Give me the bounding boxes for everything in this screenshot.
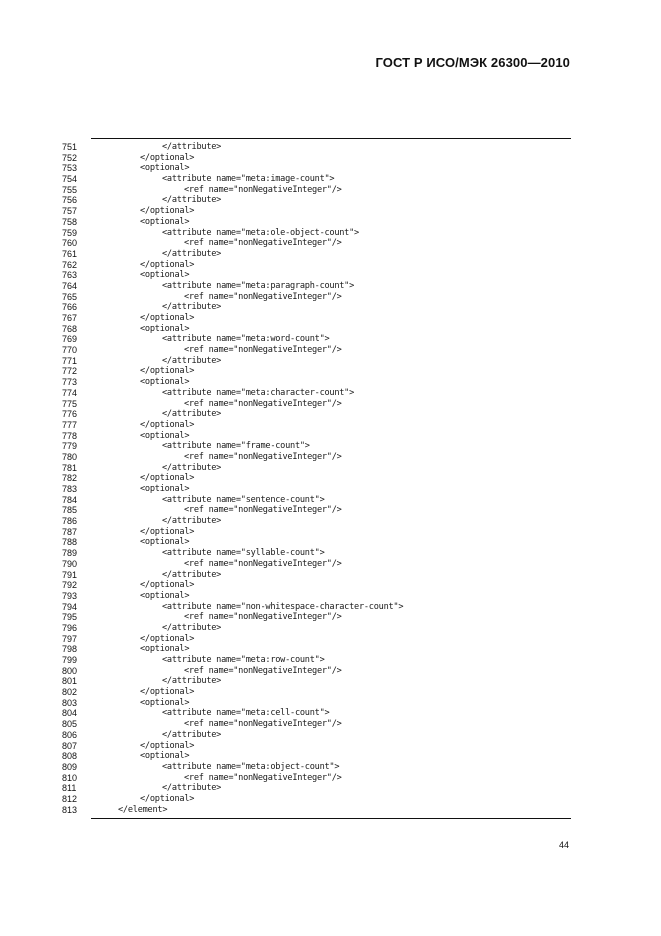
line-number: 758 (62, 216, 78, 227)
code-text: </optional> (140, 473, 195, 484)
line-number: 787 (62, 526, 78, 537)
line-number: 756 (62, 195, 78, 206)
code-text: <optional> (140, 751, 190, 762)
line-number: 754 (62, 174, 78, 185)
line-number: 768 (62, 323, 78, 334)
code-text: <attribute name="meta:character-count"> (162, 387, 355, 398)
code-line (0, 612, 661, 623)
code-text: </attribute> (162, 409, 222, 420)
line-number: 810 (62, 772, 78, 783)
line-number: 812 (62, 793, 78, 804)
code-line (0, 228, 661, 239)
line-number: 788 (62, 537, 78, 548)
code-text: <ref name="nonNegativeInteger"/> (184, 398, 342, 409)
code-line (0, 324, 661, 335)
line-number: 774 (62, 387, 78, 398)
code-text: </element> (118, 804, 168, 815)
line-number: 764 (62, 280, 78, 291)
code-text: <attribute name="meta:ole-object-count"> (162, 227, 359, 238)
code-text: </optional> (140, 152, 195, 163)
code-text: </optional> (140, 793, 195, 804)
code-text: </attribute> (162, 248, 222, 259)
line-number: 786 (62, 516, 78, 527)
bottom-rule (91, 818, 571, 819)
code-line (0, 687, 661, 698)
line-number: 811 (62, 783, 77, 794)
code-line (0, 356, 661, 367)
code-line (0, 719, 661, 730)
document-header: ГОСТ Р ИСО/МЭК 26300—2010 (375, 55, 570, 70)
code-line (0, 345, 661, 356)
code-line (0, 431, 661, 442)
code-line (0, 270, 661, 281)
code-text: <attribute name="non-whitespace-character-count"> (162, 601, 404, 612)
code-text: <optional> (140, 697, 190, 708)
line-number: 803 (62, 697, 78, 708)
line-number: 789 (62, 548, 78, 559)
code-text: <optional> (140, 484, 190, 494)
line-number: 790 (62, 558, 78, 569)
code-line (0, 591, 661, 602)
line-number: 785 (62, 505, 78, 516)
code-line (0, 281, 661, 292)
code-text: </optional> (140, 366, 195, 377)
code-line (0, 634, 661, 645)
code-text: </attribute> (162, 783, 222, 794)
line-number: 759 (62, 227, 78, 238)
code-line (0, 676, 661, 687)
line-number: 770 (62, 345, 78, 356)
code-text: <ref name="nonNegativeInteger"/> (184, 772, 342, 783)
code-line (0, 420, 661, 431)
code-text: </attribute> (162, 622, 222, 633)
line-number: 792 (62, 580, 78, 591)
code-line (0, 163, 661, 174)
code-line (0, 292, 661, 303)
code-line (0, 762, 661, 773)
top-rule (91, 138, 571, 139)
code-line (0, 666, 661, 677)
code-line (0, 730, 661, 741)
code-text: <ref name="nonNegativeInteger"/> (184, 558, 342, 569)
line-number: 779 (62, 441, 78, 452)
code-line (0, 195, 661, 206)
code-text: <ref name="nonNegativeInteger"/> (184, 612, 342, 623)
code-line (0, 206, 661, 217)
code-line (0, 708, 661, 719)
line-number: 752 (62, 152, 78, 163)
code-text: <optional> (140, 270, 190, 281)
code-text: <optional> (140, 537, 190, 548)
code-text: </optional> (140, 526, 195, 537)
code-text: <ref name="nonNegativeInteger"/> (184, 238, 342, 249)
line-number: 796 (62, 622, 78, 633)
code-line (0, 751, 661, 762)
code-line (0, 441, 661, 452)
line-number: 777 (62, 419, 78, 430)
code-text: <optional> (140, 644, 190, 655)
code-text: </optional> (140, 687, 195, 698)
code-text: <attribute name="meta:word-count"> (162, 334, 330, 345)
line-number: 755 (62, 184, 78, 195)
code-text: <ref name="nonNegativeInteger"/> (184, 184, 342, 195)
code-text: <ref name="nonNegativeInteger"/> (184, 291, 342, 302)
code-line (0, 452, 661, 463)
line-number: 791 (62, 569, 78, 580)
code-line (0, 174, 661, 185)
line-number: 799 (62, 655, 78, 665)
line-number: 793 (62, 590, 78, 601)
line-number: 794 (62, 601, 78, 612)
code-text: <optional> (140, 377, 190, 388)
line-number: 776 (62, 409, 78, 420)
code-line (0, 185, 661, 196)
code-line (0, 570, 661, 581)
code-text: <attribute name="meta:paragraph-count"> (162, 280, 355, 291)
code-text: </attribute> (162, 355, 222, 366)
code-line (0, 377, 661, 388)
line-number: 765 (62, 291, 78, 302)
code-text: </attribute> (162, 302, 222, 313)
line-number: 805 (62, 719, 78, 730)
code-text: <attribute name="meta:object-count"> (162, 761, 340, 772)
code-line (0, 484, 661, 495)
code-listing (0, 142, 661, 815)
code-text: </attribute> (162, 729, 222, 740)
code-line (0, 302, 661, 313)
code-line (0, 527, 661, 538)
code-line (0, 548, 661, 559)
code-line (0, 741, 661, 752)
code-text: <optional> (140, 163, 190, 174)
line-number: 769 (62, 334, 78, 345)
code-line (0, 805, 661, 816)
code-line (0, 260, 661, 271)
code-text: </attribute> (162, 676, 222, 687)
code-text: </optional> (140, 419, 195, 430)
code-text: </optional> (140, 259, 195, 270)
code-text: <optional> (140, 430, 190, 441)
code-line (0, 537, 661, 548)
line-number: 751 (62, 142, 78, 152)
line-number: 766 (62, 302, 78, 313)
line-number: 761 (62, 248, 78, 259)
code-text: <optional> (140, 590, 190, 601)
line-number: 795 (62, 612, 78, 623)
code-line (0, 399, 661, 410)
line-number: 780 (62, 451, 78, 462)
code-text: </optional> (140, 206, 195, 217)
code-text: <optional> (140, 216, 190, 227)
code-text: <attribute name="meta:cell-count"> (162, 708, 330, 719)
code-text: </attribute> (162, 462, 222, 473)
line-number: 804 (62, 708, 78, 719)
code-line (0, 580, 661, 591)
code-line (0, 516, 661, 527)
line-number: 772 (62, 366, 78, 377)
code-line (0, 623, 661, 634)
code-text: <attribute name="sentence-count"> (162, 494, 325, 505)
code-line (0, 238, 661, 249)
code-text: <ref name="nonNegativeInteger"/> (184, 451, 342, 462)
code-text: <attribute name="frame-count"> (162, 441, 310, 452)
code-line (0, 473, 661, 484)
code-text: </attribute> (162, 569, 222, 580)
code-line (0, 463, 661, 474)
code-text: </attribute> (162, 516, 222, 527)
line-number: 771 (62, 355, 78, 366)
line-number: 753 (62, 163, 78, 174)
line-number: 798 (62, 644, 78, 655)
code-text: <attribute name="syllable-count"> (162, 548, 325, 559)
line-number: 806 (62, 729, 78, 740)
line-number: 783 (62, 484, 78, 494)
code-line (0, 698, 661, 709)
code-line (0, 217, 661, 228)
line-number: 775 (62, 398, 78, 409)
line-number: 762 (62, 259, 78, 270)
line-number: 802 (62, 687, 78, 698)
line-number: 767 (62, 313, 78, 323)
code-line (0, 313, 661, 324)
line-number: 809 (62, 761, 78, 772)
line-number: 784 (62, 494, 78, 505)
line-number: 800 (62, 665, 78, 676)
code-text: <ref name="nonNegativeInteger"/> (184, 719, 342, 730)
code-text: <ref name="nonNegativeInteger"/> (184, 505, 342, 516)
line-number: 760 (62, 238, 78, 249)
code-line (0, 794, 661, 805)
line-number: 763 (62, 270, 78, 281)
line-number: 773 (62, 377, 78, 388)
code-line (0, 142, 661, 153)
code-text: </optional> (140, 580, 195, 591)
line-number: 782 (62, 473, 78, 484)
code-line (0, 388, 661, 399)
line-number: 807 (62, 740, 78, 751)
code-text: </attribute> (162, 195, 222, 206)
code-text: <optional> (140, 323, 190, 334)
code-text: <attribute name="meta:row-count"> (162, 655, 325, 665)
line-number: 808 (62, 751, 78, 762)
code-line (0, 602, 661, 613)
code-line (0, 773, 661, 784)
line-number: 813 (62, 804, 78, 815)
code-text: <ref name="nonNegativeInteger"/> (184, 665, 342, 676)
code-line (0, 409, 661, 420)
code-text: </optional> (140, 740, 195, 751)
line-number: 781 (62, 462, 78, 473)
line-number: 797 (62, 633, 78, 644)
code-text: </optional> (140, 313, 195, 323)
code-line (0, 505, 661, 516)
code-line (0, 495, 661, 506)
code-line (0, 334, 661, 345)
code-line (0, 153, 661, 164)
line-number: 757 (62, 206, 78, 217)
code-line (0, 249, 661, 260)
code-line (0, 644, 661, 655)
code-line (0, 366, 661, 377)
code-text: </optional> (140, 633, 195, 644)
code-text: </attribute> (162, 142, 222, 152)
code-line (0, 655, 661, 666)
code-text: <attribute name="meta:image-count"> (162, 174, 335, 185)
code-line (0, 559, 661, 570)
code-text: <ref name="nonNegativeInteger"/> (184, 345, 342, 356)
code-line (0, 783, 661, 794)
page-number: 44 (558, 840, 569, 850)
line-number: 801 (62, 676, 78, 687)
line-number: 778 (62, 430, 78, 441)
